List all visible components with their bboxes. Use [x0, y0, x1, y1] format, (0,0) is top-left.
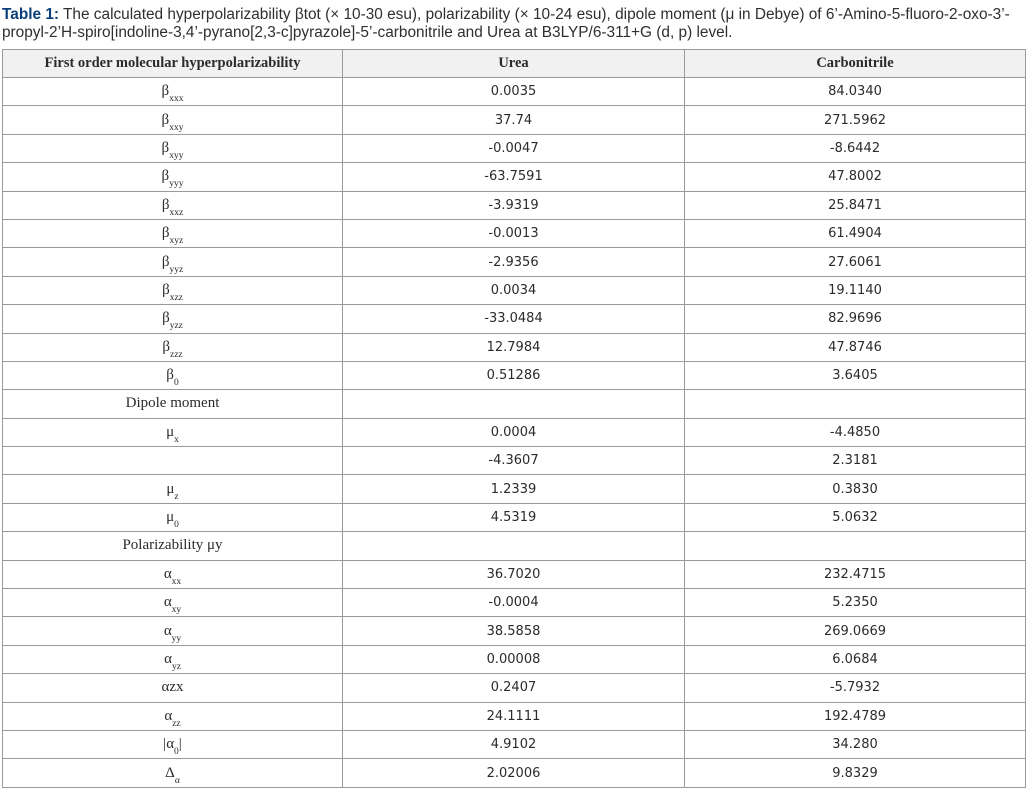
- caption-label: Table 1:: [2, 6, 60, 23]
- carbonitrile-value: 192.4789: [685, 702, 1026, 730]
- parameter-subscript: z: [174, 491, 179, 502]
- parameter-symbol: α: [164, 651, 172, 667]
- table-row: [3, 219, 1026, 247]
- carbonitrile-value: -4.4850: [685, 418, 1026, 446]
- table-row: [3, 163, 1026, 191]
- urea-value: 1.2339: [343, 475, 685, 503]
- table-row: [3, 702, 1026, 730]
- parameter-cell: [3, 333, 343, 361]
- table-row: [3, 106, 1026, 134]
- parameter-symbol: β: [166, 367, 174, 384]
- parameter-subscript: yz: [171, 662, 181, 672]
- table-row: [3, 759, 1026, 787]
- parameter-cell: [3, 361, 343, 389]
- parameter-symbol: αzx: [161, 679, 184, 696]
- carbonitrile-value: 34.280: [685, 730, 1026, 758]
- table-row: [3, 503, 1026, 531]
- carbonitrile-value: 5.2350: [685, 589, 1026, 617]
- urea-value: 0.51286: [343, 361, 685, 389]
- carbonitrile-value: 6.0684: [685, 645, 1026, 673]
- parameter-cell: [3, 134, 343, 162]
- urea-value: 36.7020: [343, 560, 685, 588]
- parameter-cell: [3, 163, 343, 191]
- table-row: [3, 361, 1026, 389]
- carbonitrile-value: 9.8329: [685, 759, 1026, 787]
- parameter-subscript: xyy: [169, 150, 184, 161]
- parameter-subscript: xyz: [169, 236, 184, 247]
- table-caption: [2, 6, 1024, 42]
- urea-value: 38.5858: [343, 617, 685, 645]
- table-row: [3, 418, 1026, 446]
- carbonitrile-value: 82.9696: [685, 305, 1026, 333]
- parameter-subscript: xxy: [169, 122, 184, 133]
- urea-value: 0.0035: [343, 78, 685, 106]
- parameter-subscript: 0: [174, 520, 179, 531]
- parameter-symbol: β: [161, 83, 170, 100]
- parameter-subscript: xxz: [169, 207, 184, 218]
- parameter-subscript: yy: [171, 633, 182, 644]
- empty-cell: [685, 532, 1026, 560]
- empty-cell: [685, 390, 1026, 418]
- table-row: [3, 674, 1026, 702]
- abs-bar-right: |: [178, 736, 182, 753]
- parameter-symbol: α: [164, 707, 173, 724]
- table-row: [3, 447, 1026, 475]
- parameter-subscript: zz: [172, 718, 181, 729]
- urea-value: 4.9102: [343, 730, 685, 758]
- carbonitrile-value: 232.4715: [685, 560, 1026, 588]
- parameter-subscript: xxx: [169, 94, 184, 105]
- parameter-subscript: xy: [171, 605, 182, 616]
- table-row: [3, 305, 1026, 333]
- urea-value: 4.5319: [343, 503, 685, 531]
- caption-text: The calculated hyperpolarizability βtot (× 10-30 esu), polarizability (× 10-24 esu), dipole moment (μ in Debye) of 6’-Amino-5-fluoro-2-oxo-3’-propyl-2’H-spiro[indoline-3,4’-pyrano[2,3-c]pyrazole]-5’-carbonitrile and Urea at B3LYP/6-311+G (d, p) level.: [2, 6, 1010, 41]
- parameter-cell: [3, 702, 343, 730]
- carbonitrile-value: 25.8471: [685, 191, 1026, 219]
- carbonitrile-value: 269.0669: [685, 617, 1026, 645]
- carbonitrile-value: 3.6405: [685, 361, 1026, 389]
- parameter-symbol: β: [161, 139, 170, 156]
- parameter-cell: [3, 191, 343, 219]
- section-label: Polarizability μy: [3, 532, 343, 560]
- parameter-subscript: xx: [171, 576, 182, 587]
- carbonitrile-value: 84.0340: [685, 78, 1026, 106]
- urea-value: 12.7984: [343, 333, 685, 361]
- urea-value: 37.74: [343, 106, 685, 134]
- carbonitrile-value: 271.5962: [685, 106, 1026, 134]
- urea-value: 0.0004: [343, 418, 685, 446]
- parameter-symbol: β: [161, 196, 170, 213]
- urea-value: -0.0047: [343, 134, 685, 162]
- urea-value: 0.2407: [343, 674, 685, 702]
- urea-value: -2.9356: [343, 248, 685, 276]
- table-row: [3, 645, 1026, 673]
- empty-cell: [343, 390, 685, 418]
- carbonitrile-value: -8.6442: [685, 134, 1026, 162]
- parameter-cell: [3, 589, 343, 617]
- parameter-subscript: α: [174, 775, 180, 786]
- urea-value: -4.3607: [343, 447, 685, 475]
- parameter-cell: [3, 475, 343, 503]
- table-body: [3, 78, 1026, 788]
- table-row: [3, 276, 1026, 304]
- carbonitrile-value: 47.8746: [685, 333, 1026, 361]
- table-row: [3, 532, 1026, 560]
- parameter-subscript: zzz: [169, 349, 183, 360]
- parameter-cell: [3, 730, 343, 758]
- parameter-cell: [3, 276, 343, 304]
- header-parameter: First order molecular hyperpolarizability: [3, 50, 343, 78]
- urea-value: -0.0013: [343, 219, 685, 247]
- table-row: [3, 390, 1026, 418]
- carbonitrile-value: 0.3830: [685, 475, 1026, 503]
- carbonitrile-value: -5.7932: [685, 674, 1026, 702]
- parameter-cell: [3, 78, 343, 106]
- parameter-symbol: β: [161, 253, 170, 270]
- results-table: [2, 49, 1026, 788]
- parameter-symbol: α: [166, 736, 175, 753]
- table-row: [3, 134, 1026, 162]
- header-carbonitrile: Carbonitrile: [685, 50, 1026, 78]
- empty-cell: [343, 532, 685, 560]
- parameter-cell: [3, 418, 343, 446]
- parameter-subscript: yyy: [169, 179, 184, 190]
- abs-bar-left: |: [163, 736, 167, 753]
- parameter-cell: [3, 645, 343, 673]
- urea-value: -0.0004: [343, 589, 685, 617]
- table-row: [3, 78, 1026, 106]
- table-row: [3, 475, 1026, 503]
- carbonitrile-value: 19.1140: [685, 276, 1026, 304]
- urea-value: 0.00008: [343, 645, 685, 673]
- parameter-cell: [3, 106, 343, 134]
- parameter-cell: [3, 560, 343, 588]
- parameter-cell: [3, 674, 343, 702]
- parameter-symbol: α: [163, 565, 172, 582]
- parameter-symbol: β: [162, 338, 170, 355]
- carbonitrile-value: 2.3181: [685, 447, 1026, 475]
- carbonitrile-value: 27.6061: [685, 248, 1026, 276]
- parameter-symbol: β: [162, 310, 170, 327]
- urea-value: -33.0484: [343, 305, 685, 333]
- table-row: [3, 617, 1026, 645]
- parameter-subscript: 0: [173, 378, 179, 389]
- urea-value: -63.7591: [343, 163, 685, 191]
- parameter-symbol: β: [162, 281, 170, 298]
- parameter-symbol: μ: [166, 423, 175, 440]
- parameter-symbol: α: [163, 622, 172, 639]
- parameter-cell: [3, 447, 343, 475]
- urea-value: 2.02006: [343, 759, 685, 787]
- header-urea: Urea: [343, 50, 685, 78]
- table-row: [3, 191, 1026, 219]
- parameter-subscript: 0: [174, 747, 179, 758]
- carbonitrile-value: 5.0632: [685, 503, 1026, 531]
- parameter-subscript: yzz: [169, 321, 183, 332]
- parameter-cell: [3, 219, 343, 247]
- parameter-cell: [3, 759, 343, 787]
- section-label: Dipole moment: [3, 390, 343, 418]
- carbonitrile-value: 61.4904: [685, 219, 1026, 247]
- parameter-subscript: xzz: [169, 292, 183, 303]
- table-row: [3, 589, 1026, 617]
- parameter-symbol: β: [161, 111, 170, 128]
- parameter-cell: [3, 503, 343, 531]
- parameter-symbol: α: [163, 594, 172, 611]
- table-header-row: [3, 50, 1026, 78]
- parameter-cell: [3, 305, 343, 333]
- urea-value: -3.9319: [343, 191, 685, 219]
- parameter-cell: [3, 617, 343, 645]
- parameter-cell: [3, 248, 343, 276]
- table-row: [3, 333, 1026, 361]
- parameter-symbol: μ: [166, 509, 175, 526]
- table-row: [3, 730, 1026, 758]
- parameter-symbol: β: [161, 225, 170, 242]
- parameter-subscript: yyz: [169, 264, 184, 275]
- parameter-subscript: x: [174, 434, 179, 445]
- parameter-symbol: Δ: [165, 764, 175, 781]
- urea-value: 0.0034: [343, 276, 685, 304]
- parameter-symbol: β: [161, 168, 170, 185]
- parameter-symbol: μ: [166, 480, 175, 497]
- table-row: [3, 248, 1026, 276]
- urea-value: 24.1111: [343, 702, 685, 730]
- carbonitrile-value: 47.8002: [685, 163, 1026, 191]
- table-row: [3, 560, 1026, 588]
